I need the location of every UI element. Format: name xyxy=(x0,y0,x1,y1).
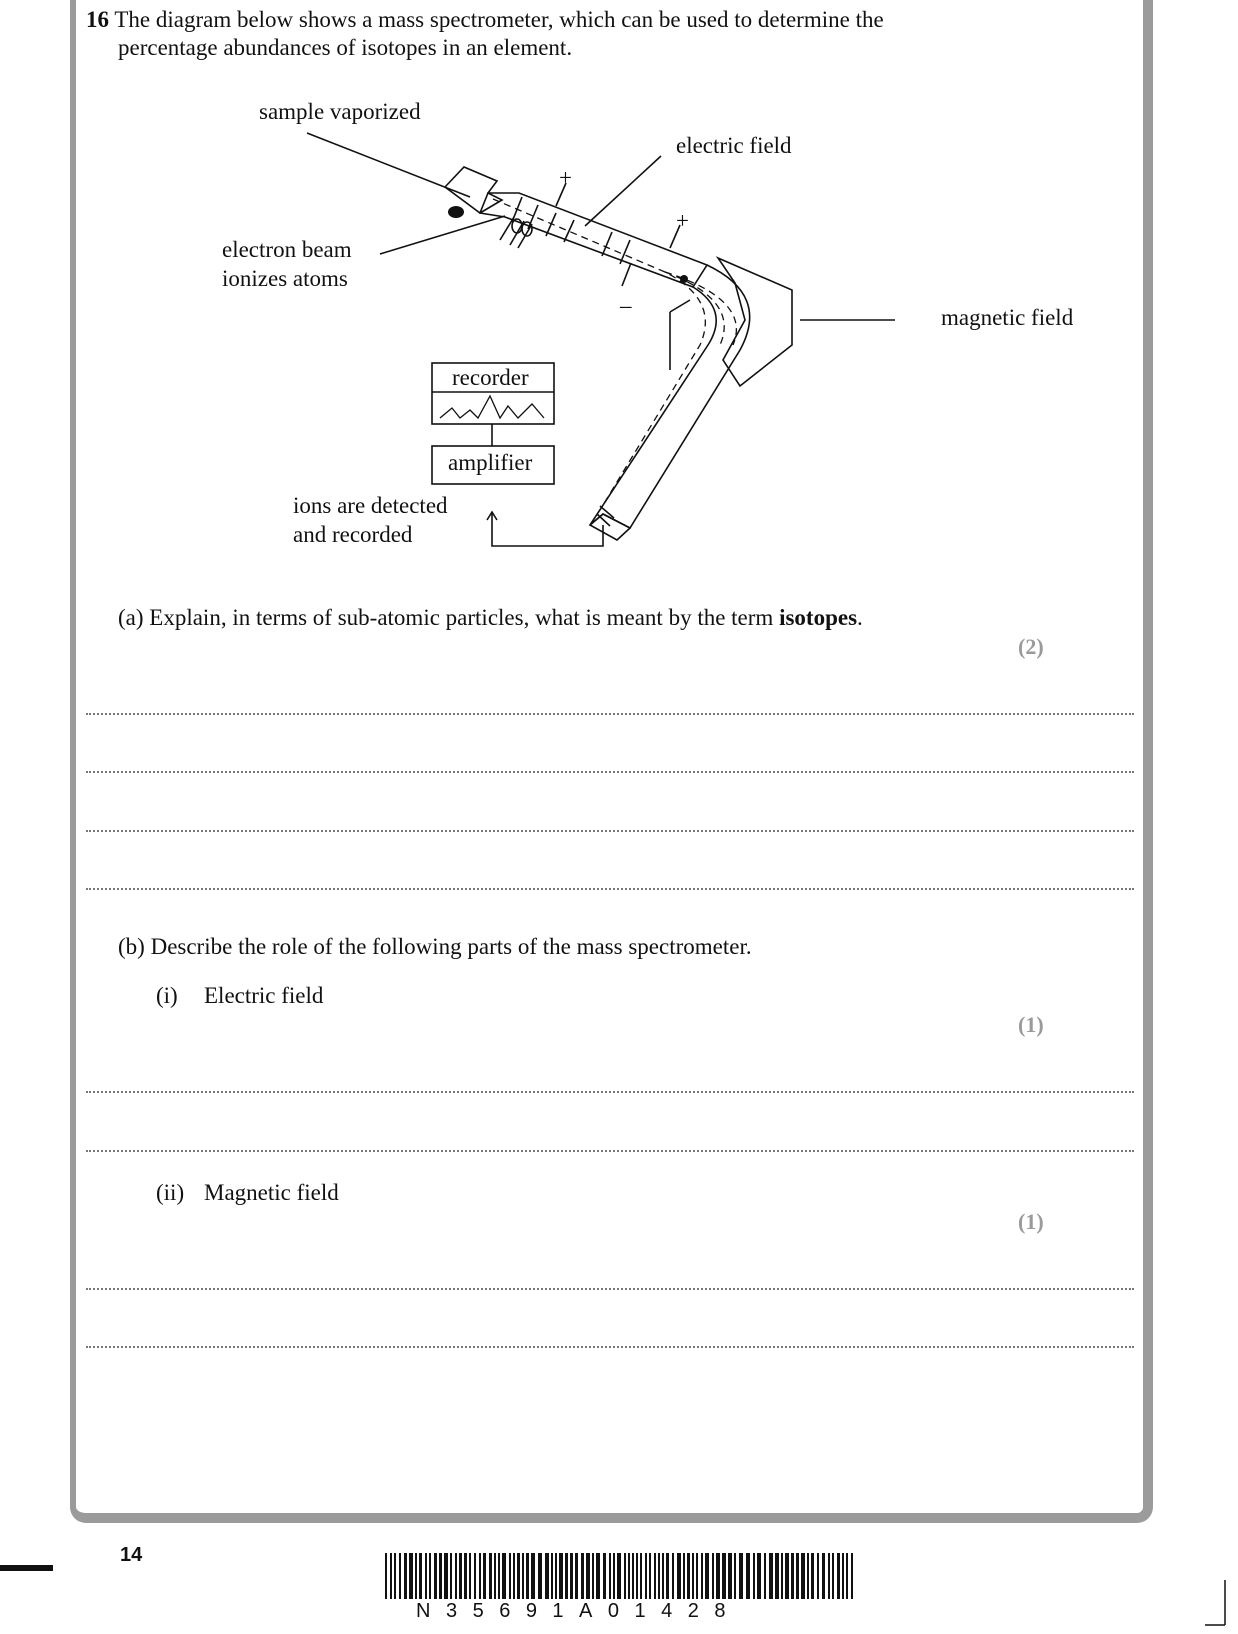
barcode-bar xyxy=(592,1553,594,1599)
barcode-bar xyxy=(522,1553,524,1599)
barcode-bar xyxy=(429,1553,431,1599)
corner-mark xyxy=(1205,1580,1238,1634)
barcode-bar xyxy=(645,1553,647,1599)
barcode-bar xyxy=(479,1553,481,1599)
answer-line-a-1[interactable] xyxy=(86,713,1134,715)
barcode-bar xyxy=(526,1553,529,1599)
barcode-bar xyxy=(807,1553,809,1599)
barcode-bar xyxy=(832,1553,834,1599)
barcode-bar xyxy=(649,1553,651,1599)
part-b-text: Describe the role of the following parts of the mass spectrometer. xyxy=(150,934,752,959)
barcode-bar xyxy=(434,1553,437,1599)
barcode-bar xyxy=(791,1553,794,1599)
part-a-marks: (2) xyxy=(1018,634,1044,659)
part-a-bold-term: isotopes xyxy=(779,605,858,630)
part-a-question xyxy=(118,604,863,632)
answer-line-b-i-1[interactable] xyxy=(86,1091,1134,1093)
barcode-bar xyxy=(846,1553,848,1599)
barcode-bar xyxy=(439,1553,442,1599)
barcode-bar xyxy=(692,1553,694,1599)
page-number: 14 xyxy=(120,1544,143,1566)
part-a-label: (a) xyxy=(118,605,144,630)
label-plus-2: + xyxy=(676,208,689,233)
barcode-bar xyxy=(494,1553,496,1599)
barcode-bar xyxy=(764,1553,766,1599)
barcode-bar xyxy=(575,1553,578,1599)
barcode-bar xyxy=(570,1553,573,1599)
barcode-bar xyxy=(455,1553,457,1599)
barcode-bar xyxy=(464,1553,467,1599)
barcode-bar xyxy=(769,1553,773,1599)
barcode-bar xyxy=(409,1553,413,1599)
barcode-bar xyxy=(509,1553,511,1599)
barcode-bar xyxy=(617,1553,621,1599)
barcode-bar xyxy=(734,1553,736,1599)
barcode-bar xyxy=(672,1553,674,1599)
barcode-bar xyxy=(459,1553,462,1599)
barcode-bar xyxy=(498,1553,500,1599)
barcode-bar xyxy=(469,1553,471,1599)
barcode-bar xyxy=(662,1553,664,1599)
part-b-ii-label: (ii) xyxy=(156,1180,185,1205)
barcode-bar xyxy=(628,1553,630,1599)
barcode-bar xyxy=(404,1553,407,1599)
part-b-i-label: (i) xyxy=(156,983,178,1008)
barcode-bar xyxy=(419,1553,422,1599)
barcode-bar xyxy=(796,1553,799,1599)
barcode-bar xyxy=(394,1553,396,1599)
barcode-bar xyxy=(739,1553,743,1599)
part-a-text: Explain, in terms of sub-atomic particles, what is meant by the term xyxy=(149,605,780,630)
label-ions-detected-line2: and recorded xyxy=(293,522,413,547)
part-b-i-text: Electric field xyxy=(204,983,324,1008)
barcode-bar xyxy=(565,1553,568,1599)
barcode-bar xyxy=(828,1553,830,1599)
barcode-bar xyxy=(581,1553,584,1599)
barcode-bar xyxy=(757,1553,761,1599)
barcode-bar xyxy=(658,1553,660,1599)
barcode-bar xyxy=(746,1553,750,1599)
question-intro-line1: The diagram below shows a mass spectrometer, which can be used to determine the xyxy=(114,7,884,32)
barcode-bar xyxy=(687,1553,690,1599)
barcode-bar xyxy=(531,1553,535,1599)
barcode-bar xyxy=(390,1553,392,1599)
barcode-bar xyxy=(613,1553,615,1599)
barcode-bar xyxy=(705,1553,709,1599)
margin-bar xyxy=(0,1565,53,1571)
detector-wire xyxy=(492,512,603,546)
barcode-text: N35691A01428 xyxy=(416,1600,742,1622)
barcode-bar xyxy=(551,1553,553,1599)
label-sample-vaporized: sample vaporized xyxy=(259,99,421,124)
part-b-i-marks: (1) xyxy=(1018,1012,1044,1037)
barcode-bar xyxy=(666,1553,669,1599)
barcode-bar xyxy=(753,1553,755,1599)
part-b-question xyxy=(118,933,752,961)
barcode-bar xyxy=(811,1553,814,1599)
part-b-ii-marks: (1) xyxy=(1018,1209,1044,1234)
barcode xyxy=(385,1553,857,1599)
barcode-bar xyxy=(654,1553,656,1599)
barcode-bar xyxy=(538,1553,542,1599)
barcode-bar xyxy=(722,1553,726,1599)
recorder-trace xyxy=(440,396,544,418)
barcode-bar xyxy=(728,1553,732,1599)
answer-line-b-i-2[interactable] xyxy=(86,1150,1134,1152)
label-electron-beam-line2: ionizes atoms xyxy=(222,266,348,291)
label-minus-1: – xyxy=(620,293,632,318)
barcode-bar xyxy=(502,1553,506,1599)
barcode-bar xyxy=(851,1553,853,1599)
question-number: 16 xyxy=(86,7,109,32)
barcode-bar xyxy=(609,1553,611,1599)
answer-line-a-4[interactable] xyxy=(86,888,1134,890)
barcode-bar xyxy=(559,1553,563,1599)
label-recorder: recorder xyxy=(452,365,529,390)
part-a-text-after: . xyxy=(857,605,863,630)
barcode-bar xyxy=(636,1553,638,1599)
part-b-ii-text: Magnetic field xyxy=(204,1180,339,1205)
barcode-bar xyxy=(683,1553,685,1599)
barcode-bar xyxy=(696,1553,698,1599)
leader-sample xyxy=(307,133,470,197)
answer-line-b-ii-2[interactable] xyxy=(86,1346,1134,1348)
barcode-bar xyxy=(425,1553,427,1599)
question-intro-line2: percentage abundances of isotopes in an element. xyxy=(118,35,573,60)
label-electric-field: electric field xyxy=(676,133,792,158)
barcode-bar xyxy=(624,1553,626,1599)
barcode-bar xyxy=(716,1553,720,1599)
answer-line-b-ii-1[interactable] xyxy=(86,1288,1134,1290)
barcode-bar xyxy=(483,1553,486,1599)
barcode-bar xyxy=(677,1553,681,1599)
barcode-bar xyxy=(489,1553,492,1599)
barcode-bar xyxy=(781,1553,783,1599)
barcode-bar xyxy=(712,1553,714,1599)
barcode-bar xyxy=(517,1553,520,1599)
barcode-bar xyxy=(415,1553,417,1599)
barcode-bar xyxy=(785,1553,789,1599)
mass-spectrometer-diagram xyxy=(0,0,1238,560)
label-electron-beam-line1: electron beam xyxy=(222,237,352,262)
barcode-bar xyxy=(640,1553,642,1599)
answer-line-a-3[interactable] xyxy=(86,830,1134,832)
barcode-bar xyxy=(399,1553,401,1599)
barcode-bar xyxy=(801,1553,805,1599)
barcode-bar xyxy=(545,1553,549,1599)
label-plus-1: + xyxy=(559,165,572,190)
leader-electron-beam xyxy=(380,216,505,254)
barcode-bar xyxy=(603,1553,606,1599)
part-b-label: (b) xyxy=(118,934,145,959)
label-amplifier: amplifier xyxy=(448,450,533,475)
barcode-bar xyxy=(474,1553,476,1599)
barcode-bar xyxy=(837,1553,840,1599)
barcode-bar xyxy=(450,1553,452,1599)
barcode-bar xyxy=(586,1553,590,1599)
barcode-bar xyxy=(842,1553,844,1599)
barcode-bar xyxy=(385,1553,387,1599)
barcode-bar xyxy=(775,1553,779,1599)
label-magnetic-field: magnetic field xyxy=(941,305,1074,330)
leader-electric-field xyxy=(585,156,661,226)
barcode-bar xyxy=(632,1553,634,1599)
barcode-bar xyxy=(817,1553,819,1599)
barcode-bar xyxy=(513,1553,515,1599)
label-ions-detected-line1: ions are detected xyxy=(293,493,448,518)
barcode-bar xyxy=(701,1553,703,1599)
barcode-bar xyxy=(822,1553,825,1599)
answer-line-a-2[interactable] xyxy=(86,771,1134,773)
barcode-bar xyxy=(596,1553,600,1599)
barcode-bar xyxy=(555,1553,557,1599)
barcode-bar xyxy=(444,1553,448,1599)
